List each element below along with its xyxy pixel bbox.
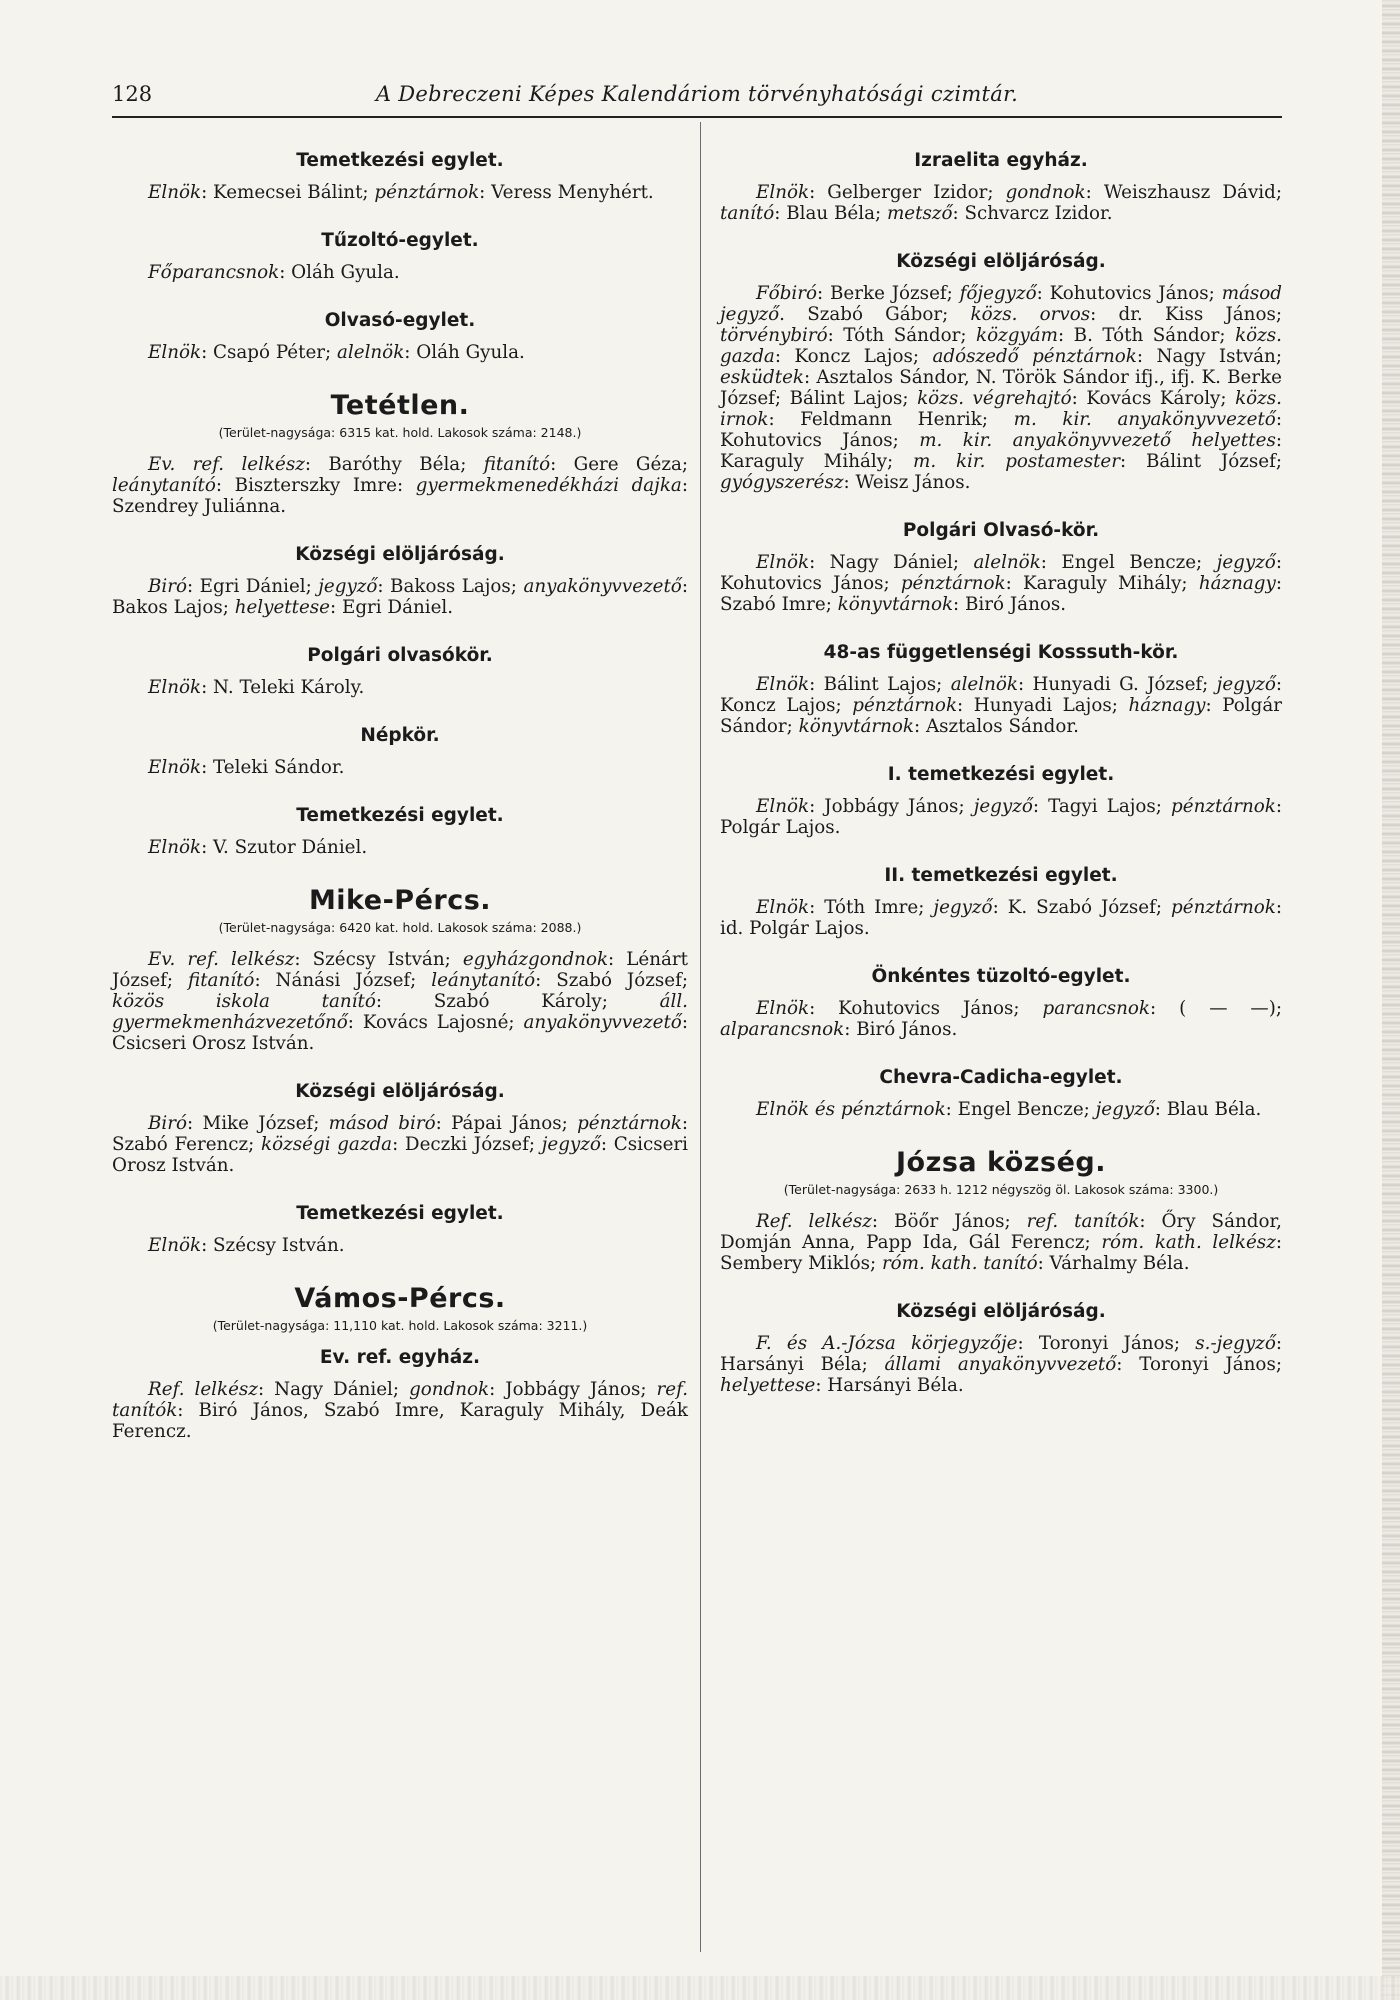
entry-text: : Kovács Lajosné; xyxy=(347,1012,524,1033)
right-column xyxy=(720,150,1282,1423)
entry-text: : Szécsy István; xyxy=(294,949,463,970)
section-heading: Chevra-Cadicha-egylet. xyxy=(879,1067,1123,1088)
role-label: ref. tanítók xyxy=(112,1379,688,1421)
entry-text: : dr. Kiss János; xyxy=(1090,304,1282,325)
role-label: jegyző xyxy=(1216,552,1276,573)
role-label: közgyám xyxy=(976,325,1058,346)
role-label: háznagy xyxy=(1128,695,1206,716)
place-statistics: (Terület-nagysága: 11,110 kat. hold. Lakosok száma: 3211.) xyxy=(212,1318,588,1333)
role-label: gyermekmenedékházi dajka xyxy=(415,475,682,496)
place-heading: Józsa község. xyxy=(896,1147,1106,1178)
directory-entry xyxy=(112,757,688,778)
entry-text: : Asztalos Sándor, N. Török Sándor ifj., ifj. K. Berke József; Bálint Lajos; xyxy=(720,367,1282,409)
role-label: fitanító xyxy=(483,454,551,475)
role-label: Ref. lelkész xyxy=(756,1211,872,1232)
directory-entry xyxy=(112,262,688,283)
section-heading: Izraelita egyház. xyxy=(914,150,1088,171)
section-heading: Tűzoltó-egylet. xyxy=(321,230,479,251)
entry-text: : Asztalos Sándor. xyxy=(913,716,1079,737)
entry-text: : Csapó Péter; xyxy=(201,342,337,363)
entry-text: : id. Polgár Lajos. xyxy=(720,897,1282,939)
role-label: jegyző xyxy=(1216,674,1276,695)
section-heading: Ev. ref. egyház. xyxy=(319,1347,481,1368)
role-label: Ref. lelkész xyxy=(148,1379,258,1400)
entry-text: : Szabó Imre; xyxy=(720,573,1282,615)
entry-text: : Csicseri Orosz István. xyxy=(112,1134,688,1176)
entry-text: : V. Szutor Dániel. xyxy=(201,837,368,858)
section-heading: Községi elöljáróság. xyxy=(896,251,1106,272)
role-label: háznagy xyxy=(1198,573,1276,594)
directory-entry xyxy=(112,677,688,698)
role-label: pénztárnok xyxy=(374,182,480,203)
directory-entry xyxy=(112,949,688,1054)
entry-text: : Harsányi Béla. xyxy=(815,1375,964,1396)
directory-entry xyxy=(112,1113,688,1176)
role-label: jegyző xyxy=(933,897,993,918)
entry-text: : Hunyadi G. József; xyxy=(1017,674,1217,695)
entry-text: : Blau Béla; xyxy=(774,203,887,224)
role-label: ref. tanítók xyxy=(1026,1211,1140,1232)
entry-text: : Nagy Dániel; xyxy=(257,1379,410,1400)
entry-text: : Tóth Imre; xyxy=(809,897,934,918)
entry-text: . Szabó Gábor; xyxy=(779,304,971,325)
entry-text: : Harsányi Béla; xyxy=(720,1333,1282,1375)
section-heading: 48-as függetlenségi Kosssuth-kör. xyxy=(823,642,1179,663)
entry-text: : Schvarcz Izidor. xyxy=(952,203,1113,224)
role-label: pénztárnok xyxy=(852,695,958,716)
entry-text: : Bakos Lajos; xyxy=(112,576,688,618)
role-label: alelnök xyxy=(337,342,405,363)
entry-text: : ( — —); xyxy=(1150,998,1282,1019)
entry-text: : Bálint József; xyxy=(1120,451,1282,472)
directory-entry xyxy=(720,897,1282,939)
role-label: Ev. ref. lelkész xyxy=(148,949,295,970)
directory-entry xyxy=(720,283,1282,493)
entry-text: : N. Teleki Károly. xyxy=(201,677,365,698)
role-label: könyvtárnok xyxy=(798,716,914,737)
entry-text: : Karaguly Mihály; xyxy=(720,430,1282,472)
role-label: Elnök xyxy=(148,837,202,858)
role-label: Elnök xyxy=(148,1235,202,1256)
role-label: pénztárnok xyxy=(1171,796,1276,817)
entry-text: : Pápai János; xyxy=(435,1113,578,1134)
entry-text: : Deczki József; xyxy=(392,1134,542,1155)
entry-text: : Toronyi János; xyxy=(1017,1333,1196,1354)
entry-text: : Feldmann Henrik; xyxy=(768,409,1014,430)
entry-text: : Nagy Dániel; xyxy=(809,552,974,573)
entry-text: : Böőr János; xyxy=(871,1211,1027,1232)
directory-entry xyxy=(112,1379,688,1442)
section-heading: II. temetkezési egylet. xyxy=(884,865,1118,886)
role-label: törvénybiró xyxy=(720,325,828,346)
entry-text: : Kohutovics János; xyxy=(720,409,1282,451)
role-label: parancsnok xyxy=(1042,998,1150,1019)
entry-text: : Kemecsei Bálint; xyxy=(201,182,375,203)
role-label: jegyző xyxy=(318,576,378,597)
place-heading: Vámos-Pércs. xyxy=(294,1283,506,1314)
role-label: leánytanító xyxy=(431,970,536,991)
directory-entry xyxy=(720,796,1282,838)
section-heading: Községi elöljáróság. xyxy=(295,544,505,565)
role-label: Elnök xyxy=(148,677,202,698)
role-label: Elnök xyxy=(756,998,810,1019)
entry-text: : Szécsy István. xyxy=(201,1235,345,1256)
left-column xyxy=(112,150,688,1469)
role-label: főjegyző xyxy=(959,283,1037,304)
role-label: egyházgondnok xyxy=(462,949,609,970)
entry-text: : Biró János, Szabó Imre, Karaguly Mihály, Deák Ferencz. xyxy=(112,1400,688,1442)
role-label: pénztárnok xyxy=(900,573,1006,594)
entry-text: : Egri Dániel. xyxy=(330,597,454,618)
role-label: közs. irnok xyxy=(720,388,1282,430)
page-header xyxy=(112,82,1282,118)
role-label: Biró xyxy=(148,576,188,597)
entry-text: : Jobbágy János; xyxy=(809,796,974,817)
directory-entry xyxy=(720,998,1282,1040)
role-label: gondnok xyxy=(409,1379,490,1400)
directory-entry xyxy=(112,182,688,203)
entry-text: : Kohutovics János; xyxy=(809,998,1043,1019)
column-divider xyxy=(700,122,701,1952)
entry-text: : Jobbágy János; xyxy=(489,1379,657,1400)
entry-text: : Hunyadi Lajos; xyxy=(957,695,1129,716)
entry-text: : Koncz Lajos; xyxy=(720,674,1282,716)
entry-text: : B. Tóth Sándor; xyxy=(1057,325,1236,346)
directory-entry xyxy=(112,454,688,517)
role-label: könyvtárnok xyxy=(837,594,954,615)
role-label: s.-jegyző xyxy=(1195,1333,1276,1354)
place-heading: Tetétlen. xyxy=(330,390,470,421)
place-statistics: (Terület-nagysága: 6420 kat. hold. Lakosok száma: 2088.) xyxy=(218,920,582,935)
entry-text: : Biró János. xyxy=(844,1019,958,1040)
entry-text: : Koncz Lajos; xyxy=(774,346,933,367)
role-label: Biró xyxy=(148,1113,188,1134)
entry-text: : Gere Géza; xyxy=(550,454,689,475)
role-label: metsző xyxy=(886,203,953,224)
entry-text: : Kovács Károly; xyxy=(1071,388,1236,409)
directory-entry xyxy=(112,837,688,858)
entry-text: : Tagyi Lajos; xyxy=(1032,796,1172,817)
page-edge-texture xyxy=(1382,0,1400,2000)
role-label: helyettese xyxy=(720,1375,816,1396)
role-label: Elnök xyxy=(756,796,810,817)
section-heading: Temetkezési egylet. xyxy=(296,805,504,826)
section-heading: Temetkezési egylet. xyxy=(296,150,504,171)
role-label: Főbiró xyxy=(756,283,817,304)
entry-text: : Csicseri Orosz István. xyxy=(112,1012,688,1054)
role-label: közs. gazda xyxy=(720,325,1282,367)
entry-text: : Biszterszky Imre: xyxy=(215,475,416,496)
directory-entry xyxy=(720,182,1282,224)
entry-text: : Oláh Gyula. xyxy=(404,342,525,363)
role-label: Elnök xyxy=(756,552,810,573)
role-label: Elnök xyxy=(756,182,810,203)
role-label: esküdtek xyxy=(720,367,804,388)
role-label: áll. gyermekmenházvezetőnő xyxy=(112,991,688,1033)
role-label: gyógyszerész xyxy=(720,472,844,493)
role-label: Elnök és pénztárnok xyxy=(756,1099,946,1120)
role-label: községi gazda xyxy=(261,1134,393,1155)
role-label: közs. orvos xyxy=(970,304,1091,325)
role-label: alelnök xyxy=(950,674,1018,695)
directory-entry xyxy=(112,576,688,618)
entry-text: : Weiszhausz Dávid; xyxy=(1085,182,1282,203)
directory-entry xyxy=(720,674,1282,737)
entry-text: : Karaguly Mihály; xyxy=(1005,573,1199,594)
entry-text: : Polgár Lajos. xyxy=(720,796,1282,838)
role-label: Elnök xyxy=(756,897,810,918)
role-label: jegyző xyxy=(541,1134,601,1155)
section-heading: Községi elöljáróság. xyxy=(295,1081,505,1102)
role-label: fitanító xyxy=(188,970,255,991)
role-label: Főparancsnok xyxy=(148,262,280,283)
section-heading: Temetkezési egylet. xyxy=(296,1203,504,1224)
section-heading: Önkéntes tüzoltó-egylet. xyxy=(871,966,1131,987)
entry-text: : Sembery Miklós; xyxy=(720,1232,1282,1274)
directory-entry xyxy=(112,342,688,363)
entry-text: : Engel Bencze; xyxy=(945,1099,1096,1120)
directory-entry xyxy=(720,1333,1282,1396)
role-label: róm. kath. lelkész xyxy=(1101,1232,1276,1253)
role-label: alparancsnok xyxy=(720,1019,845,1040)
role-label: tanító xyxy=(720,203,775,224)
entry-text: : Lénárt József; xyxy=(112,949,689,991)
role-label: közs. végrehajtó xyxy=(917,388,1072,409)
entry-text: : Várhalmy Béla. xyxy=(1037,1253,1190,1274)
entry-text: : Veress Menyhért. xyxy=(479,182,654,203)
role-label: pénztárnok xyxy=(1171,897,1276,918)
role-label: m. kir. anyakönyvvezető xyxy=(1013,409,1276,430)
entry-text: : Mike József; xyxy=(187,1113,329,1134)
section-heading: I. temetkezési egylet. xyxy=(887,764,1115,785)
entry-text: : Kohutovics János; xyxy=(1036,283,1222,304)
role-label: másod jegyző xyxy=(720,283,1283,325)
entry-text: : Egri Dániel; xyxy=(187,576,319,597)
role-label: másod biró xyxy=(328,1113,436,1134)
entry-text: : Weisz János. xyxy=(843,472,971,493)
role-label: pénztárnok xyxy=(577,1113,682,1134)
entry-text: : Teleki Sándor. xyxy=(201,757,345,778)
section-heading: Polgári Olvasó-kör. xyxy=(902,520,1100,541)
role-label: m. kir. postamester xyxy=(913,451,1120,472)
role-label: róm. kath. tanító xyxy=(881,1253,1038,1274)
entry-text: : Biró János. xyxy=(953,594,1067,615)
entry-text: : Nánási József; xyxy=(254,970,432,991)
entry-text: : Bakoss Lajos; xyxy=(377,576,524,597)
entry-text: : Polgár Sándor; xyxy=(720,695,1282,737)
role-label: állami anyakönyvvezető xyxy=(884,1354,1117,1375)
directory-entry xyxy=(112,1235,688,1256)
role-label: Elnök xyxy=(148,342,202,363)
role-label: F. és A.-Józsa körjegyzője xyxy=(756,1333,1018,1354)
entry-text: : Berke József; xyxy=(817,283,960,304)
role-label: helyettese xyxy=(234,597,330,618)
place-statistics: (Terület-nagysága: 6315 kat. hold. Lakosok száma: 2148.) xyxy=(218,425,582,440)
role-label: jegyző xyxy=(973,796,1033,817)
directory-entry xyxy=(720,1099,1282,1120)
entry-text: : Tóth Sándor; xyxy=(827,325,976,346)
entry-text: : Szabó Ferencz; xyxy=(112,1113,689,1155)
entry-text: : Nagy István; xyxy=(1136,346,1282,367)
role-label: gondnok xyxy=(1005,182,1086,203)
directory-entry xyxy=(720,1211,1282,1274)
entry-text: : Engel Bencze; xyxy=(1040,552,1217,573)
role-label: Elnök xyxy=(148,182,202,203)
entry-text: : Kohutovics János; xyxy=(720,552,1282,594)
page-bottom-texture xyxy=(0,1976,1400,2000)
place-heading: Mike-Pércs. xyxy=(308,885,492,916)
entry-text: : K. Szabó József; xyxy=(992,897,1172,918)
entry-text: : Toronyi János; xyxy=(1116,1354,1282,1375)
entry-text: : Oláh Gyula. xyxy=(279,262,400,283)
role-label: leánytanító xyxy=(112,475,216,496)
page-number: 128 xyxy=(112,82,153,106)
section-heading: Polgári olvasókör. xyxy=(307,645,493,666)
entry-text: : Őry Sándor, Domján Anna, Papp Ida, Gál Ferencz; xyxy=(720,1211,1282,1253)
entry-text: : Szendrey Juliánna. xyxy=(112,475,689,517)
section-heading: Községi elöljáróság. xyxy=(896,1301,1106,1322)
entry-text: : Szabó József; xyxy=(535,970,688,991)
role-label: alelnök xyxy=(973,552,1041,573)
role-label: anyakönyvvezető xyxy=(523,576,682,597)
place-statistics: (Terület-nagysága: 2633 h. 1212 négyszög öl. Lakosok száma: 3300.) xyxy=(783,1182,1219,1197)
directory-entry xyxy=(720,552,1282,615)
entry-text: : Szabó Károly; xyxy=(375,991,660,1012)
role-label: m. kir. anyakönyvvezető helyettes xyxy=(919,430,1276,451)
entry-text: : Baróthy Béla; xyxy=(304,454,484,475)
section-heading: Népkör. xyxy=(360,725,440,746)
role-label: közös iskola tanító xyxy=(112,991,376,1012)
role-label: jegyző xyxy=(1095,1099,1155,1120)
entry-text: : Blau Béla. xyxy=(1154,1099,1262,1120)
entry-text: : Bálint Lajos; xyxy=(809,674,951,695)
role-label: adószedő pénztárnok xyxy=(932,346,1137,367)
entry-text: : Gelberger Izidor; xyxy=(809,182,1006,203)
role-label: anyakönyvvezető xyxy=(523,1012,682,1033)
section-heading: Olvasó-egylet. xyxy=(324,310,476,331)
role-label: Elnök xyxy=(756,674,810,695)
role-label: Elnök xyxy=(148,757,202,778)
running-title: A Debreczeni Képes Kalendáriom törvényhatósági czimtár. xyxy=(375,82,1019,106)
role-label: Ev. ref. lelkész xyxy=(148,454,305,475)
